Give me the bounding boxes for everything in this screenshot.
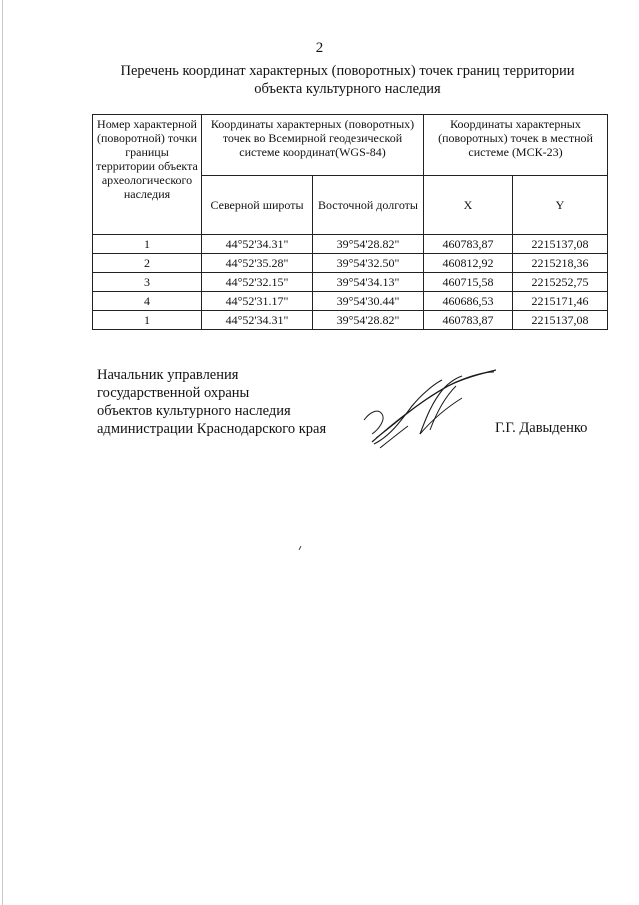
- cell-longitude: 39°54'32.50": [313, 254, 424, 273]
- cell-x: 460686,53: [424, 292, 513, 311]
- table-row: [93, 273, 608, 292]
- header-msk-group: Координаты характерных (поворотных) точек в местной системе (МСК-23): [424, 115, 608, 176]
- table-row: [93, 254, 608, 273]
- cell-latitude: 44°52'34.31": [202, 311, 313, 330]
- signatory-name: Г.Г. Давыденко: [495, 420, 588, 436]
- position-line: администрации Краснодарского края: [97, 421, 327, 437]
- cell-point-number: 1: [93, 235, 202, 254]
- signatory-position: [97, 366, 326, 438]
- cell-latitude: 44°52'35.28": [202, 254, 313, 273]
- header-latitude: Северной широты: [202, 176, 313, 235]
- stray-mark: [298, 546, 302, 550]
- table-row: [93, 311, 608, 330]
- cell-longitude: 39°54'34.13": [313, 273, 424, 292]
- cell-latitude: 44°52'34.31": [202, 235, 313, 254]
- position-line: объектов культурного наследия: [97, 403, 291, 419]
- cell-y: 2215137,08: [513, 311, 608, 330]
- header-y: Y: [513, 176, 608, 235]
- cell-longitude: 39°54'28.82": [313, 311, 424, 330]
- cell-y: 2215137,08: [513, 235, 608, 254]
- page-edge: [2, 0, 3, 905]
- cell-y: 2215171,46: [513, 292, 608, 311]
- cell-latitude: 44°52'32.15": [202, 273, 313, 292]
- cell-x: 460783,87: [424, 235, 513, 254]
- cell-longitude: 39°54'28.82": [313, 235, 424, 254]
- header-longitude: Восточной долготы: [313, 176, 424, 235]
- handwritten-signature: [360, 368, 500, 450]
- cell-x: 460783,87: [424, 311, 513, 330]
- cell-longitude: 39°54'30.44": [313, 292, 424, 311]
- title-line-1: Перечень координат характерных (поворотных) точек границ территории: [120, 63, 575, 79]
- cell-latitude: 44°52'31.17": [202, 292, 313, 311]
- position-line: Начальник управления: [97, 367, 239, 383]
- table-header-row: [93, 115, 608, 176]
- page-number: 2: [315, 40, 324, 56]
- position-line: государственной охраны: [97, 385, 250, 401]
- cell-y: 2215252,75: [513, 273, 608, 292]
- table-row: [93, 292, 608, 311]
- cell-point-number: 1: [93, 311, 202, 330]
- coordinates-table: [92, 114, 608, 330]
- header-x: X: [424, 176, 513, 235]
- cell-x: 460715,58: [424, 273, 513, 292]
- table-row: [93, 235, 608, 254]
- title-line-2: объекта культурного наследия: [254, 81, 441, 97]
- cell-x: 460812,92: [424, 254, 513, 273]
- cell-point-number: 4: [93, 292, 202, 311]
- cell-point-number: 2: [93, 254, 202, 273]
- cell-point-number: 3: [93, 273, 202, 292]
- document-title: [60, 62, 635, 98]
- header-point-number: Номер характерной (поворотной) точки границы территории объекта археологического наследия: [93, 115, 202, 235]
- cell-y: 2215218,36: [513, 254, 608, 273]
- header-wgs-group: Координаты характерных (поворотных) точек во Всемирной геодезической системе координат(WGS-84): [202, 115, 424, 176]
